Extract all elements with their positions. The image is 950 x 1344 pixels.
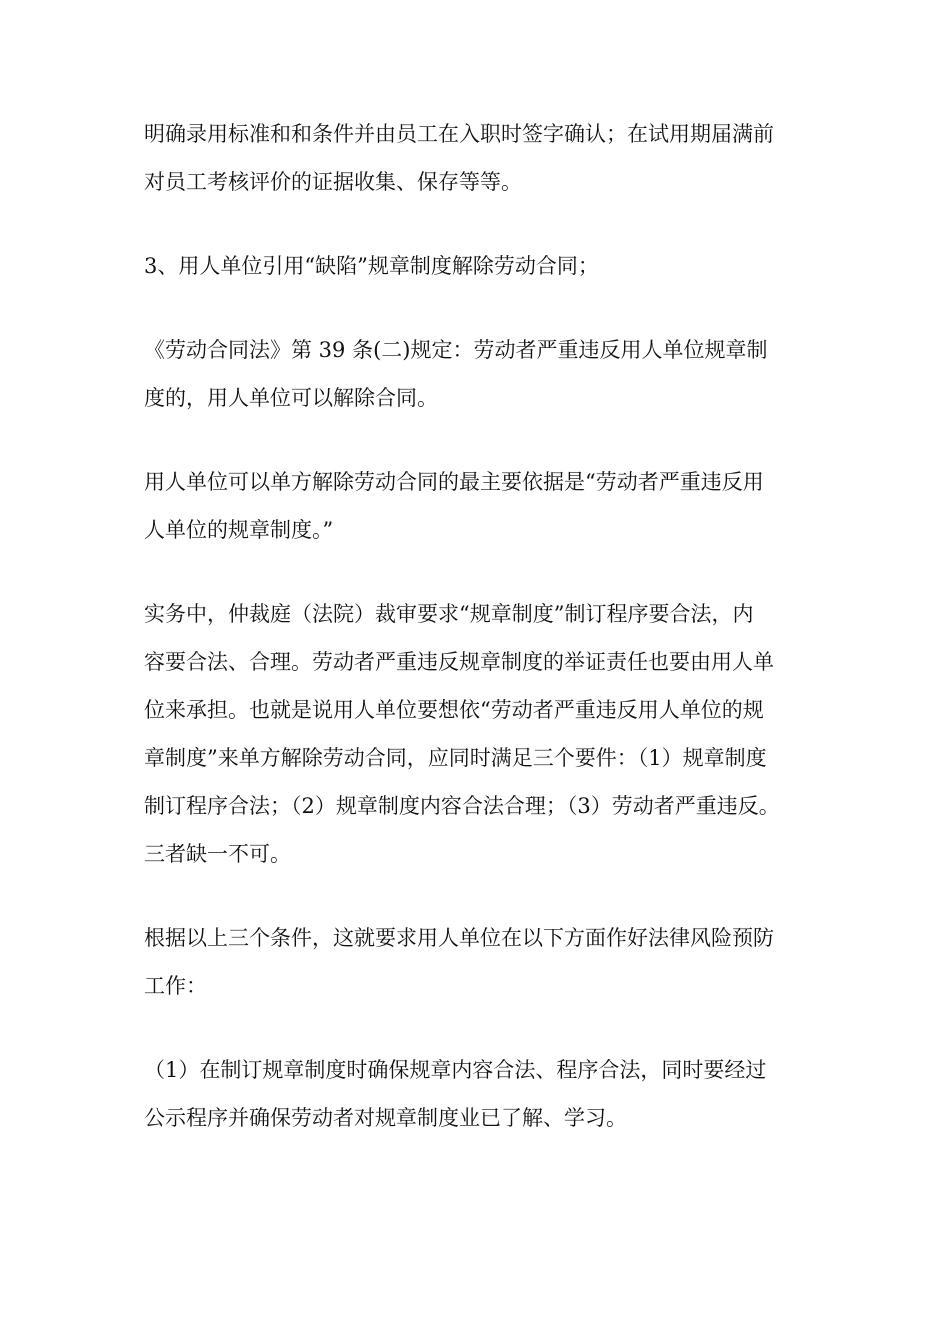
paragraph-2 (144, 242, 810, 290)
text-line: 实务中，仲裁庭（法院）裁审要求“规章制度”制订程序要合法，内 (144, 602, 754, 626)
section-heading: 3、用人单位引用“缺陷”规章制度解除劳动合同； (144, 254, 599, 278)
text-line: 《劳动合同法》第 39 条(二)规定：劳动者严重违反用人单位规章制 (144, 338, 768, 362)
text-line: 制订程序合法；（2）规章制度内容合法合理；（3）劳动者严重违反。 (144, 794, 780, 818)
text-line: 容要合法、合理。劳动者严重违反规章制度的举证责任也要由用人单 (144, 650, 774, 674)
paragraph-4 (144, 458, 810, 554)
paragraph-6 (144, 914, 810, 1010)
text-line: 公示程序并确保劳动者对规章制度业已了解、学习。 (144, 1106, 627, 1130)
text-line: 人单位的规章制度。” (144, 518, 334, 542)
text-line: 位来承担。也就是说用人单位要想依“劳动者严重违反用人单位的规 (144, 698, 764, 722)
document-page (144, 110, 810, 1178)
paragraph-1 (144, 110, 810, 206)
paragraph-7 (144, 1046, 810, 1142)
text-line: （1）在制订规章制度时确保规章内容合法、程序合法，同时要经过 (144, 1058, 767, 1082)
text-line: 工作： (144, 974, 207, 998)
text-line: 对员工考核评价的证据收集、保存等等。 (144, 170, 522, 194)
text-line: 明确录用标准和和条件并由员工在入职时签字确认；在试用期届满前 (144, 122, 774, 146)
text-line: 度的，用人单位可以解除合同。 (144, 386, 438, 410)
text-line: 三者缺一不可。 (144, 842, 291, 866)
text-line: 章制度”来单方解除劳动合同，应同时满足三个要件：（1）规章制度 (144, 746, 767, 770)
paragraph-5 (144, 590, 810, 878)
text-line: 根据以上三个条件，这就要求用人单位在以下方面作好法律风险预防 (144, 926, 774, 950)
text-line: 用人单位可以单方解除劳动合同的最主要依据是“劳动者严重违反用 (144, 470, 764, 494)
paragraph-3 (144, 326, 810, 422)
